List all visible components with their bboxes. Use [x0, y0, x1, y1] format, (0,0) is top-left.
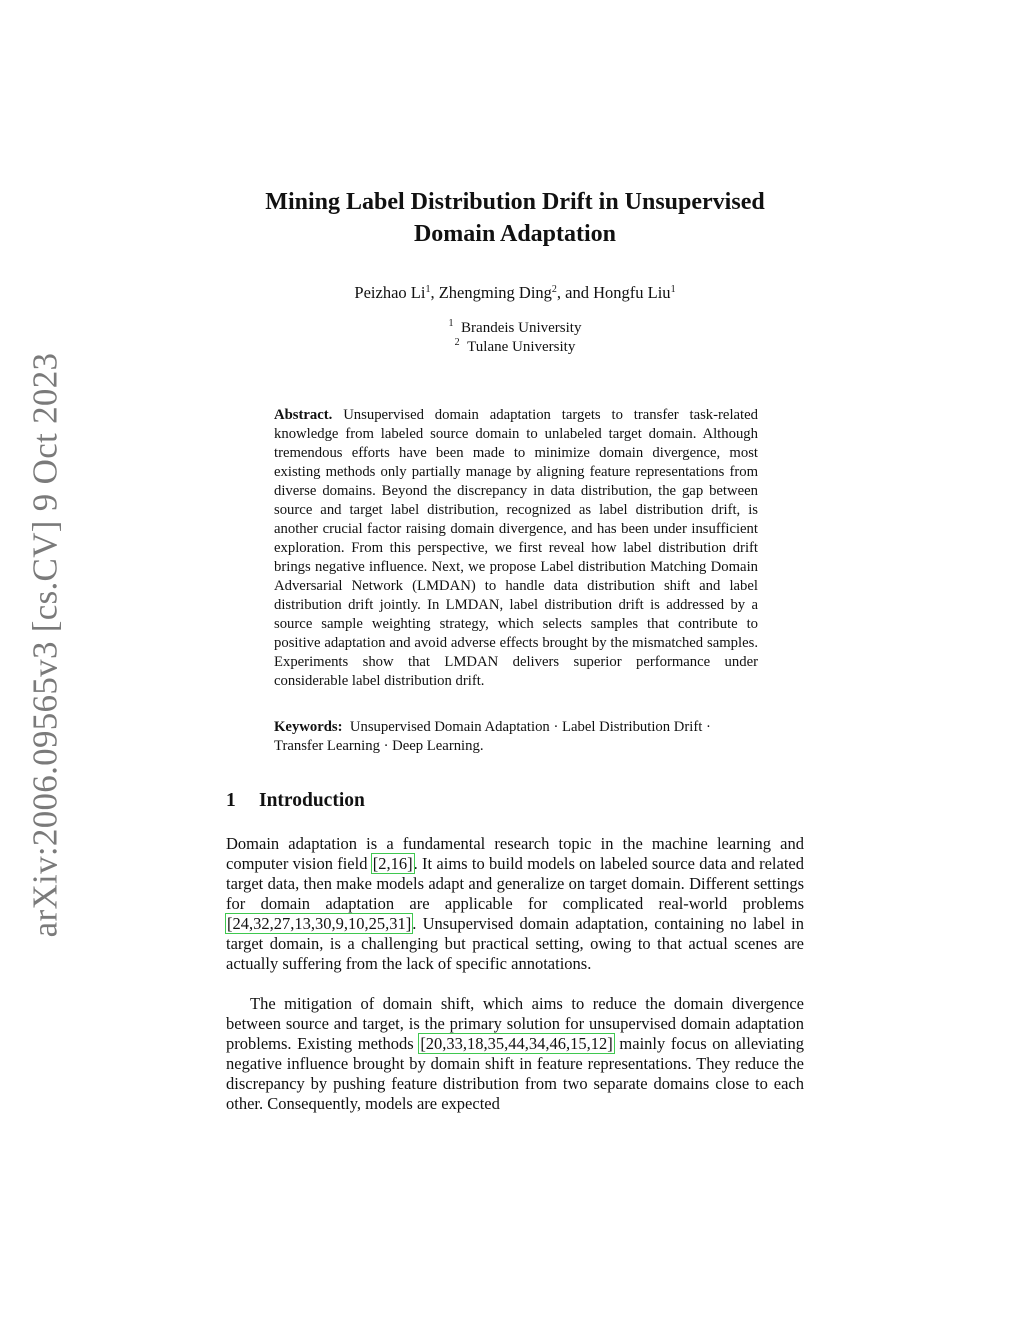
affiliation-mark: 2: [454, 337, 460, 348]
paragraph-text: . Unsupervised domain adaptation, containing no label in target domain, is a challenging but practical setting, owing to that actual scenes are actually suffering from the lack of specific annotations.: [226, 914, 804, 973]
citation-link[interactable]: [24,32,27,13,30,9,10,25,31]: [227, 914, 412, 933]
author-list: [220, 283, 810, 303]
author-affil-mark: 2: [551, 284, 557, 295]
abstract: [274, 406, 758, 691]
abstract-label: Abstract.: [274, 407, 333, 423]
title-line-2: Domain Adaptation: [413, 221, 617, 247]
section-heading: [226, 790, 806, 812]
paragraph-text: Domain adaptation is a fundamental research topic in the machine learning and computer vision field: [226, 834, 804, 873]
intro-paragraph-2: [226, 994, 804, 1114]
affiliation: [220, 319, 810, 338]
author-name: Zhengming Ding: [438, 283, 552, 302]
section-title: Introduction: [259, 790, 365, 811]
author-name: Peizhao Li: [354, 283, 426, 302]
title-line-1: Mining Label Distribution Drift in Unsupervised: [265, 189, 765, 215]
paper-title: [220, 186, 810, 250]
affiliation-mark: 1: [448, 318, 454, 329]
author-separator: ,: [430, 283, 439, 302]
keywords-text: Unsupervised Domain Adaptation · Label Distribution Drift · Transfer Learning · Deep Learning.: [274, 719, 711, 754]
abstract-text: Unsupervised domain adaptation targets to transfer task-related knowledge from labeled source domain to unlabeled target domain. Although tremendous efforts have been made to minimize domain divergence, most existing methods only partially manage by aligning feature representations from diverse domains. Beyond the discrepancy in data distribution, the gap between source and target label distribution, recognized as label distribution drift, is another crucial factor raising domain divergence, and has been under insufficient exploration. From this perspective, we first reveal how label distribution drift brings negative influence. Next, we propose Label distribution Matching Domain Adversarial Network (LMDAN) to handle data distribution shift and label distribution drift jointly. In LMDAN, label distribution drift is addressed by a source sample weighting strategy, which selects samples that contribute to positive adaptation and avoid adverse effects brought by the mismatched samples. Experiments show that LMDAN delivers superior performance under considerable label distribution drift.: [274, 407, 758, 689]
intro-paragraph-1: [226, 834, 804, 974]
arxiv-stamp: [22, 352, 68, 938]
affiliation: [220, 338, 810, 357]
keywords: [274, 718, 760, 756]
author-separator: , and: [556, 283, 594, 302]
section-number: 1: [226, 790, 236, 811]
author-affil-mark: 1: [425, 284, 431, 295]
citation-link[interactable]: [2,16]: [372, 854, 413, 873]
paragraph-text: . It aims to build models on labeled source data and related target data, then make models adapt and generalize on target domain. Different settings for domain adaptation are applicable for complicated real-world problems: [226, 854, 804, 913]
affiliation-name: Tulane University: [467, 339, 576, 355]
author-name: Hongfu Liu: [593, 283, 671, 302]
paragraph-text: mainly focus on alleviating negative influence brought by domain shift in feature representations. They reduce the discrepancy by pushing feature distribution from two separate domains close to each other. Consequently, models are expected: [226, 1034, 804, 1113]
author-affil-mark: 1: [670, 284, 676, 295]
affiliation-name: Brandeis University: [461, 320, 582, 336]
arxiv-identifier: arXiv:2006.09565v3 [cs.CV] 9 Oct 2023: [25, 352, 65, 938]
citation-link[interactable]: [20,33,18,35,44,34,46,15,12]: [420, 1034, 613, 1053]
affiliation-list: [220, 319, 810, 357]
keywords-label: Keywords:: [274, 719, 343, 735]
paragraph-text: The mitigation of domain shift, which aims to reduce the domain divergence between source and target, is the primary solution for unsupervised domain adaptation problems. Existing methods: [226, 994, 804, 1053]
